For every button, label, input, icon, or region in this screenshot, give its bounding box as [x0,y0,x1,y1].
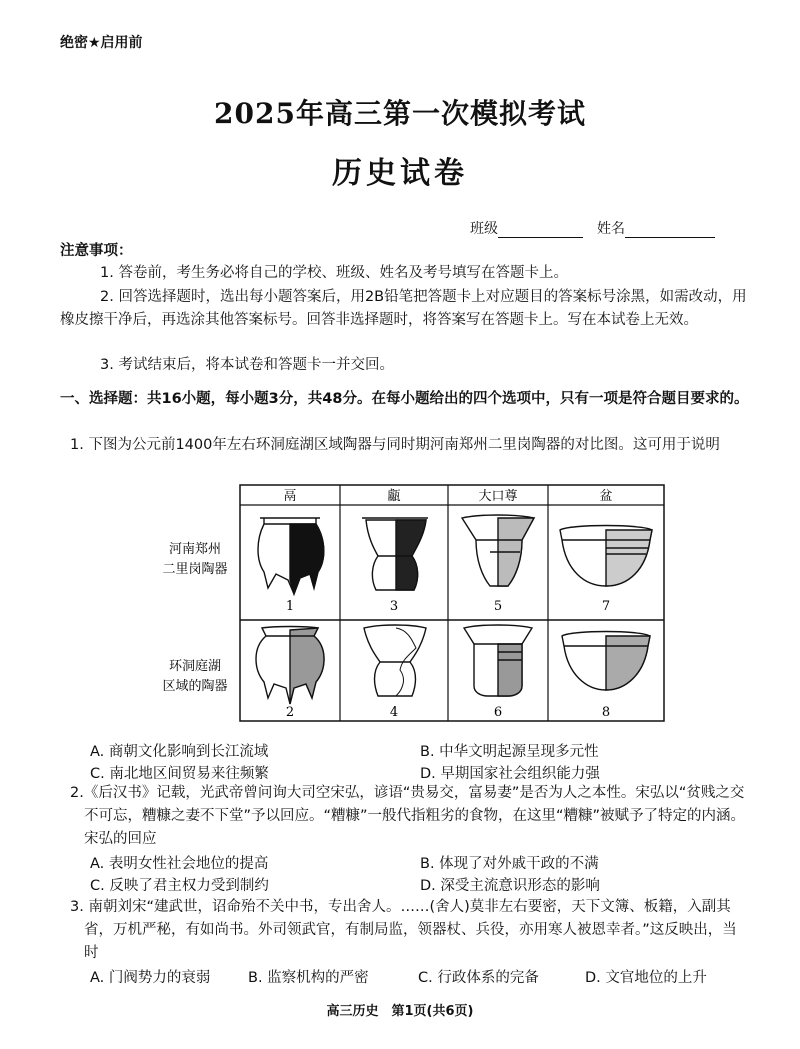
pottery-figure [150,480,670,730]
pottery-number-5: 5 [493,599,503,614]
pottery-li-1 [258,518,324,594]
pottery-yan-4 [364,625,426,696]
col-header-li: 鬲 [283,489,297,504]
pottery-number-1: 1 [285,599,295,614]
name-label: 姓名 [597,221,625,237]
pottery-zun-6 [464,625,532,696]
page-footer: 高三历史 第1页(共6页) [326,1004,474,1019]
exam-title: 2025年高三第一次模拟考试 [214,97,586,130]
col-header-yan: 甗 [387,489,401,504]
pottery-yan-3 [362,518,428,590]
q2-option-b[interactable]: B. 体现了对外戚干政的不满 [420,856,599,872]
q2-option-d[interactable]: D. 深受主流意识形态的影响 [420,878,600,894]
row1-label-line2: 二里岗陶器 [162,562,228,577]
q3-stem-text: 3. 南朝刘宋“建武世，诏命殆不关中书，专出舍人。……(舍人)莫非左右要密，天下文簿、板籍，入副其省，万机严秘，有如尚书。外司领武官，有制局监，领器杖、兵役，亦用寒人被恩幸者。”这反映出，当时 [70,899,737,961]
q1-stem-text: 1. 下图为公元前1400年左右环洞庭湖区域陶器与同时期河南郑州二里岗陶器的对比图。这可用于说明 [70,437,720,453]
q1-option-d[interactable]: D. 早期国家社会组织能力强 [420,766,600,782]
notice-item-1: 1. 答卷前，考生务必将自己的学校、班级、姓名及考号填写在答题卡上。 [100,265,568,281]
pottery-number-2: 2 [285,705,295,720]
q3-stem [70,896,750,965]
q3-option-a[interactable]: A. 门阀势力的衰弱 [90,970,211,986]
row2-label-line1: 环洞庭湖 [168,659,222,674]
q3-option-b[interactable]: B. 监察机构的严密 [248,970,369,986]
notice-item-3: 3. 考试结束后，将本试卷和答题卡一并交回。 [100,357,394,373]
notice-item-2: 2. 回答选择题时，选出每小题答案后，用2B铅笔把答题卡上对应题目的答案标号涂黑，如需改动，用橡皮擦干净后，再选涂其他答案标号。回答非选择题时，将答案写在答题卡上。写在本试卷上无效。 [60,289,747,328]
q2-stem [70,782,750,851]
secret-label: 绝密★启用前 [60,35,143,51]
notice-title: 注意事项： [60,243,133,259]
subject-title: 历史试卷 [332,156,468,191]
q1-option-a[interactable]: A. 商朝文化影响到长江流域 [90,744,269,760]
col-header-zun: 大口尊 [478,489,518,504]
class-label: 班级 [470,221,498,237]
class-blank [498,223,583,238]
q2-stem-text: 2.《后汉书》记载，光武帝曾问询大司空宋弘，谚语“贵易交，富易妻”是否为人之本性。宋弘以“贫贱之交不可忘，糟糠之妻不下堂”予以回应。“糟糠”一般代指粗劣的食物，在这里“糟糠”被赋予了特定的内涵。宋弘的回应 [70,785,746,847]
pottery-number-3: 3 [389,599,399,614]
pottery-pen-7 [560,526,652,587]
row2-label-line2: 区域的陶器 [162,679,228,694]
pottery-number-8: 8 [601,705,611,720]
figure-border [240,485,664,721]
name-blank [625,223,715,238]
q2-option-c[interactable]: C. 反映了君主权力受到制约 [90,878,269,894]
q3-option-c[interactable]: C. 行政体系的完备 [418,970,539,986]
q1-option-c[interactable]: C. 南北地区间贸易来往频繁 [90,766,269,782]
section1-title [60,388,750,411]
class-name-line [470,218,715,238]
q1-option-b[interactable]: B. 中华文明起源呈现多元性 [420,744,599,760]
q1-stem [70,434,750,457]
pottery-pen-8 [562,632,650,691]
q2-option-a[interactable]: A. 表明女性社会地位的提高 [90,856,269,872]
section1-title-text: 一、选择题：共16小题，每小题3分，共48分。在每小题给出的四个选项中，只有一项是符合题目要求的。 [60,391,749,407]
pottery-zun-5 [462,515,534,586]
pottery-li-2 [256,627,324,705]
pottery-number-6: 6 [493,705,503,720]
pottery-number-4: 4 [389,705,399,720]
pottery-number-7: 7 [601,599,611,614]
row1-label-line1: 河南郑州 [168,542,222,557]
q3-option-d[interactable]: D. 文官地位的上升 [585,970,707,986]
col-header-pen: 盆 [599,489,613,504]
